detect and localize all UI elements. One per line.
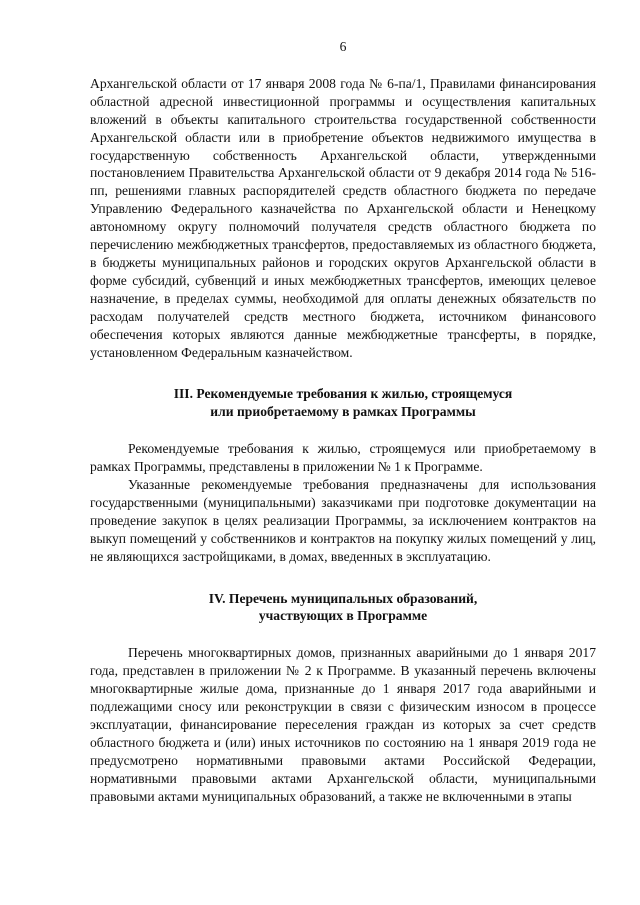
section-3-heading <box>90 385 596 421</box>
section-4-heading-line-2: участвующих в Программе <box>258 608 428 624</box>
section-3-paragraph-1: Рекомендуемые требования к жилью, строящемуся или приобретаемому в рамках Программы, представлены в приложении № 1 к Программе. <box>90 441 596 475</box>
intro-paragraph: Архангельской области от 17 января 2008 года № 6-па/1, Правилами финансирования областной адресной инвестиционной программы и осуществления капитальных вложений в объекты капитального строительства государственной собственности Архангельской области или в приобретение объектов недвижимого имущества в государственную собственность Архангельской области, утвержденными постановлением Правительства Архангельской области от 9 декабря 2014 года № 516-пп, решениями главных распорядителей средств областного бюджета по передаче Управлению Федерального казначейства по Архангельской области и Ненецкому автономному округу полномочий получателя средств областного бюджета по перечислению межбюджетных трансфертов, предоставляемых из областного бюджета, в бюджеты муниципальных районов и городских округов Архангельской области в форме субсидий, субвенций и иных межбюджетных трансфертов, имеющих целевое назначение, в пределах суммы, необходимой для оплаты денежных обязательств по расходам получателей средств местного бюджета, источником финансового обеспечения которых являются данные межбюджетные трансферты, в порядке, установленном Федеральным казначейством. <box>90 75 596 360</box>
section-3-heading-line-2: или приобретаемому в рамках Программы <box>210 404 476 420</box>
section-3-paragraph-2: Указанные рекомендуемые требования предназначены для использования государственными (муниципальными) заказчиками при подготовке документации на проведение закупок в целях реализации Программы, за исключением контрактов на выкуп помещений у собственников и контрактов на покупку жилых помещений у лиц, не являющихся застройщиками, в домах, введенных в эксплуатацию. <box>90 477 596 564</box>
section-4-paragraph-1: Перечень многоквартирных домов, признанных аварийными до 1 января 2017 года, представлен в приложении № 2 к Программе. В указанный перечень включены многоквартирные жилые дома, признанные до 1 января 2017 года аварийными и подлежащими сносу или реконструкции в связи с физическим износом в процессе эксплуатации, финансирование переселения граждан из которых за счет средств областного бюджета и (или) иных источников по состоянию на 1 января 2019 года не предусмотрено нормативными правовыми актами Российской Федерации, нормативными правовыми актами Архангельской области, муниципальными правовыми актами муниципальных образований, а также не включенными в этапы <box>90 645 596 804</box>
section-4-heading-line-1: IV. Перечень муниципальных образований, <box>208 590 478 606</box>
section-3-heading-line-1: III. Рекомендуемые требования к жилью, строящемуся <box>173 386 513 402</box>
page-number: 6 <box>339 39 347 54</box>
section-4-heading <box>90 590 596 626</box>
